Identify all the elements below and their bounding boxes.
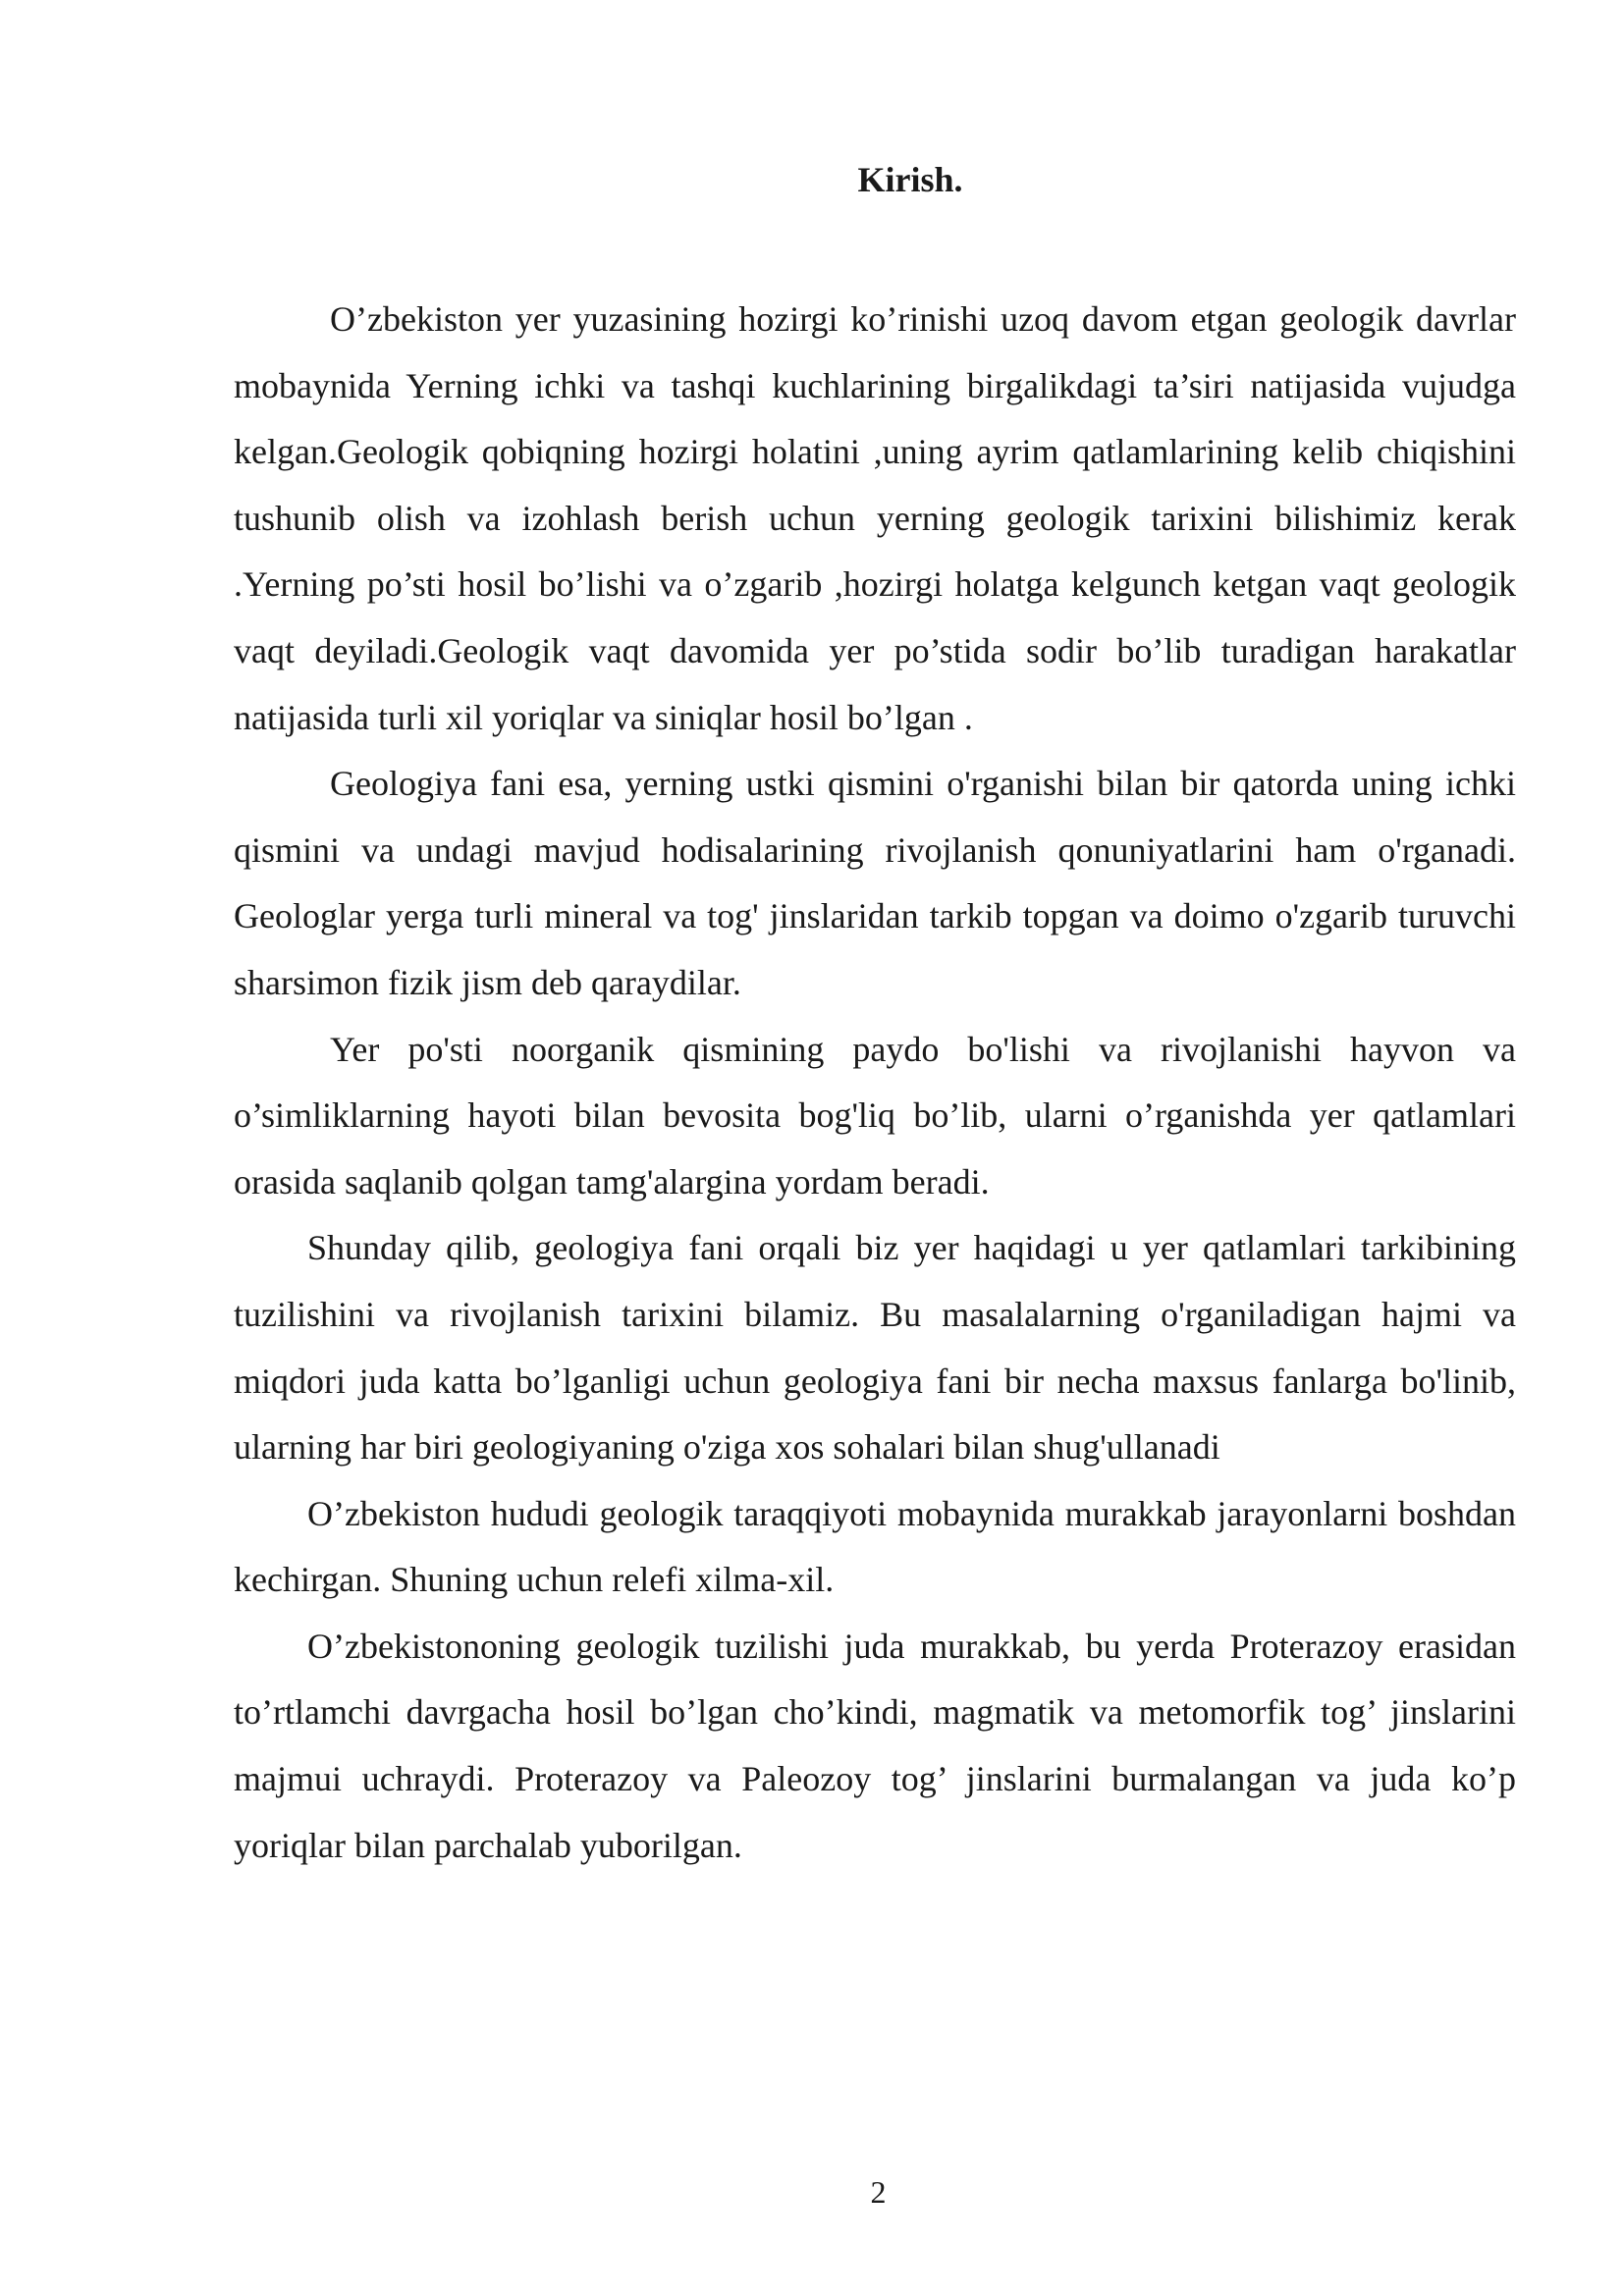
paragraph-4: Shunday qilib, geologiya fani orqali biz yer haqidagi u yer qatlamlari tarkibining tuzilishini va rivojlanish tarixini bilamiz. Bu masalalarning o'rganiladigan hajmi va miqdori juda katta bo’lganligi uchun geologiya fani bir necha maxsus fanlarga bo'linib, ularning har biri geologiyaning o'ziga xos sohalari bilan shug'ullanadi [234, 1228, 1516, 1468]
document-body [234, 287, 1516, 1879]
paragraph-1: O’zbekiston yer yuzasining hozirgi ko’rinishi uzoq davom etgan geologik davrlar mobaynida Yerning ichki va tashqi kuchlarining birgalikdagi ta’siri natijasida vujudga kelgan.Geologik qobiqning hozirgi holatini ,uning ayrim qatlamlarining kelib chiqishini tushunib olish va izohlash berish uchun yerning geologik tarixini bilishimiz kerak .Yerning po’sti hosil bo’lishi va o’zgarib ,hozirgi holatga kelgunch ketgan vaqt geologik vaqt deyiladi.Geologik vaqt davomida yer po’stida sodir bo’lib turadigan harakatlar natijasida turli xil yoriqlar va siniqlar hosil bo’lgan . [234, 299, 1516, 737]
page-title: Kirish. [857, 160, 963, 199]
paragraph-6: O’zbekistononing geologik tuzilishi juda murakkab, bu yerda Proterazoy erasidan to’rtlamchi davrgacha hosil bo’lgan cho’kindi, magmatik va metomorfik tog’ jinslarini majmui uchraydi. Proterazoy va Paleozoy tog’ jinslarini burmalangan va juda ko’p yoriqlar bilan parchalab yuborilgan. [234, 1626, 1516, 1865]
paragraph-2: Geologiya fani esa, yerning ustki qismini o'rganishi bilan bir qatorda uning ichki qismini va undagi mavjud hodisalarining rivojlanish qonuniyatlarini ham o'rganadi. Geologlar yerga turli mineral va tog' jinslaridan tarkib topgan va doimo o'zgarib turuvchi sharsimon fizik jism deb qaraydilar. [234, 764, 1516, 1002]
page-number: 2 [870, 2174, 887, 2210]
paragraph-3: Yer po'sti noorganik qismining paydo bo'lishi va rivojlanishi hayvon va o’simliklarning hayoti bilan bevosita bog'liq bo’lib, ularni o’rganishda yer qatlamlari orasida saqlanib qolgan tamg'alargina yordam beradi. [234, 1029, 1516, 1201]
paragraph-5: O’zbekiston hududi geologik taraqqiyoti mobaynida murakkab jarayonlarni boshdan kechirgan. Shuning uchun relefi xilma-xil. [234, 1493, 1516, 1600]
